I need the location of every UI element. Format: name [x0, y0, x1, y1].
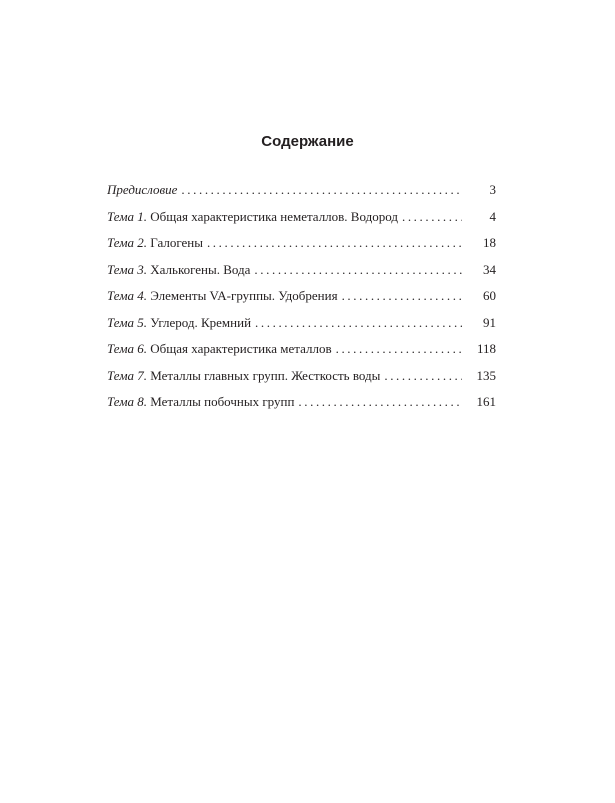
toc-topic-number: Тема 5.: [107, 314, 148, 330]
toc-topic-number: Тема 3.: [107, 261, 148, 277]
page-title: Содержание: [261, 133, 354, 150]
toc-entry-tema-5[interactable]: [107, 315, 496, 342]
toc-entry-tema-1[interactable]: [107, 209, 496, 236]
toc-entry-tema-7[interactable]: [107, 368, 496, 395]
toc-topic-name: Общая характеристика неметаллов. Водород: [150, 208, 398, 224]
toc-topic-name: Углерод. Кремний: [150, 314, 252, 330]
toc-entry-tema-2[interactable]: [107, 235, 496, 262]
leader-dots: [203, 235, 462, 251]
toc-entry-tema-8[interactable]: [107, 394, 496, 421]
toc-topic-number: Тема 8.: [107, 394, 148, 409]
toc-topic-name: Халькогены. Вода: [150, 261, 251, 277]
toc-page-number: 118: [476, 341, 496, 356]
toc-topic-name: Металлы главных групп. Жесткость воды: [150, 367, 381, 383]
leader-dots: [332, 341, 462, 357]
toc-page-number: 18: [483, 235, 496, 250]
toc-topic-name: Элементы VA-группы. Удобрения: [150, 288, 338, 303]
toc-entry-tema-6[interactable]: [107, 341, 496, 368]
leader-dots: [250, 262, 462, 278]
toc-page-number: 135: [476, 367, 496, 383]
toc-topic-number: Тема 7.: [107, 367, 148, 383]
toc-page-number: 60: [483, 288, 496, 303]
leader-dots: [338, 288, 462, 304]
toc-topic-number: Тема 1.: [107, 208, 148, 224]
toc-entry-tema-4[interactable]: [107, 288, 496, 315]
toc-topic-name: Общая характеристика металлов: [150, 341, 332, 356]
toc-entry-tema-3[interactable]: [107, 262, 496, 289]
toc-entry-label: Предисловие: [107, 182, 178, 197]
leader-dots: [380, 368, 462, 384]
toc-topic-name: Металлы побочных групп: [150, 394, 295, 409]
toc-entry-preface[interactable]: [107, 182, 496, 209]
leader-dots: [398, 209, 462, 225]
toc-topic-name: Галогены: [150, 235, 203, 250]
toc-page-number: 91: [483, 314, 496, 330]
toc-page-number: 4: [489, 208, 496, 224]
toc-page-number: 161: [476, 394, 496, 409]
toc-topic-number: Тема 2.: [107, 235, 148, 250]
leader-dots: [177, 182, 462, 198]
toc-page-number: 34: [483, 261, 496, 277]
toc-topic-number: Тема 6.: [107, 341, 148, 356]
toc-topic-number: Тема 4.: [107, 288, 148, 303]
toc-page-number: 3: [489, 182, 496, 197]
leader-dots: [294, 394, 462, 410]
leader-dots: [251, 315, 462, 331]
table-of-contents: [107, 182, 496, 421]
